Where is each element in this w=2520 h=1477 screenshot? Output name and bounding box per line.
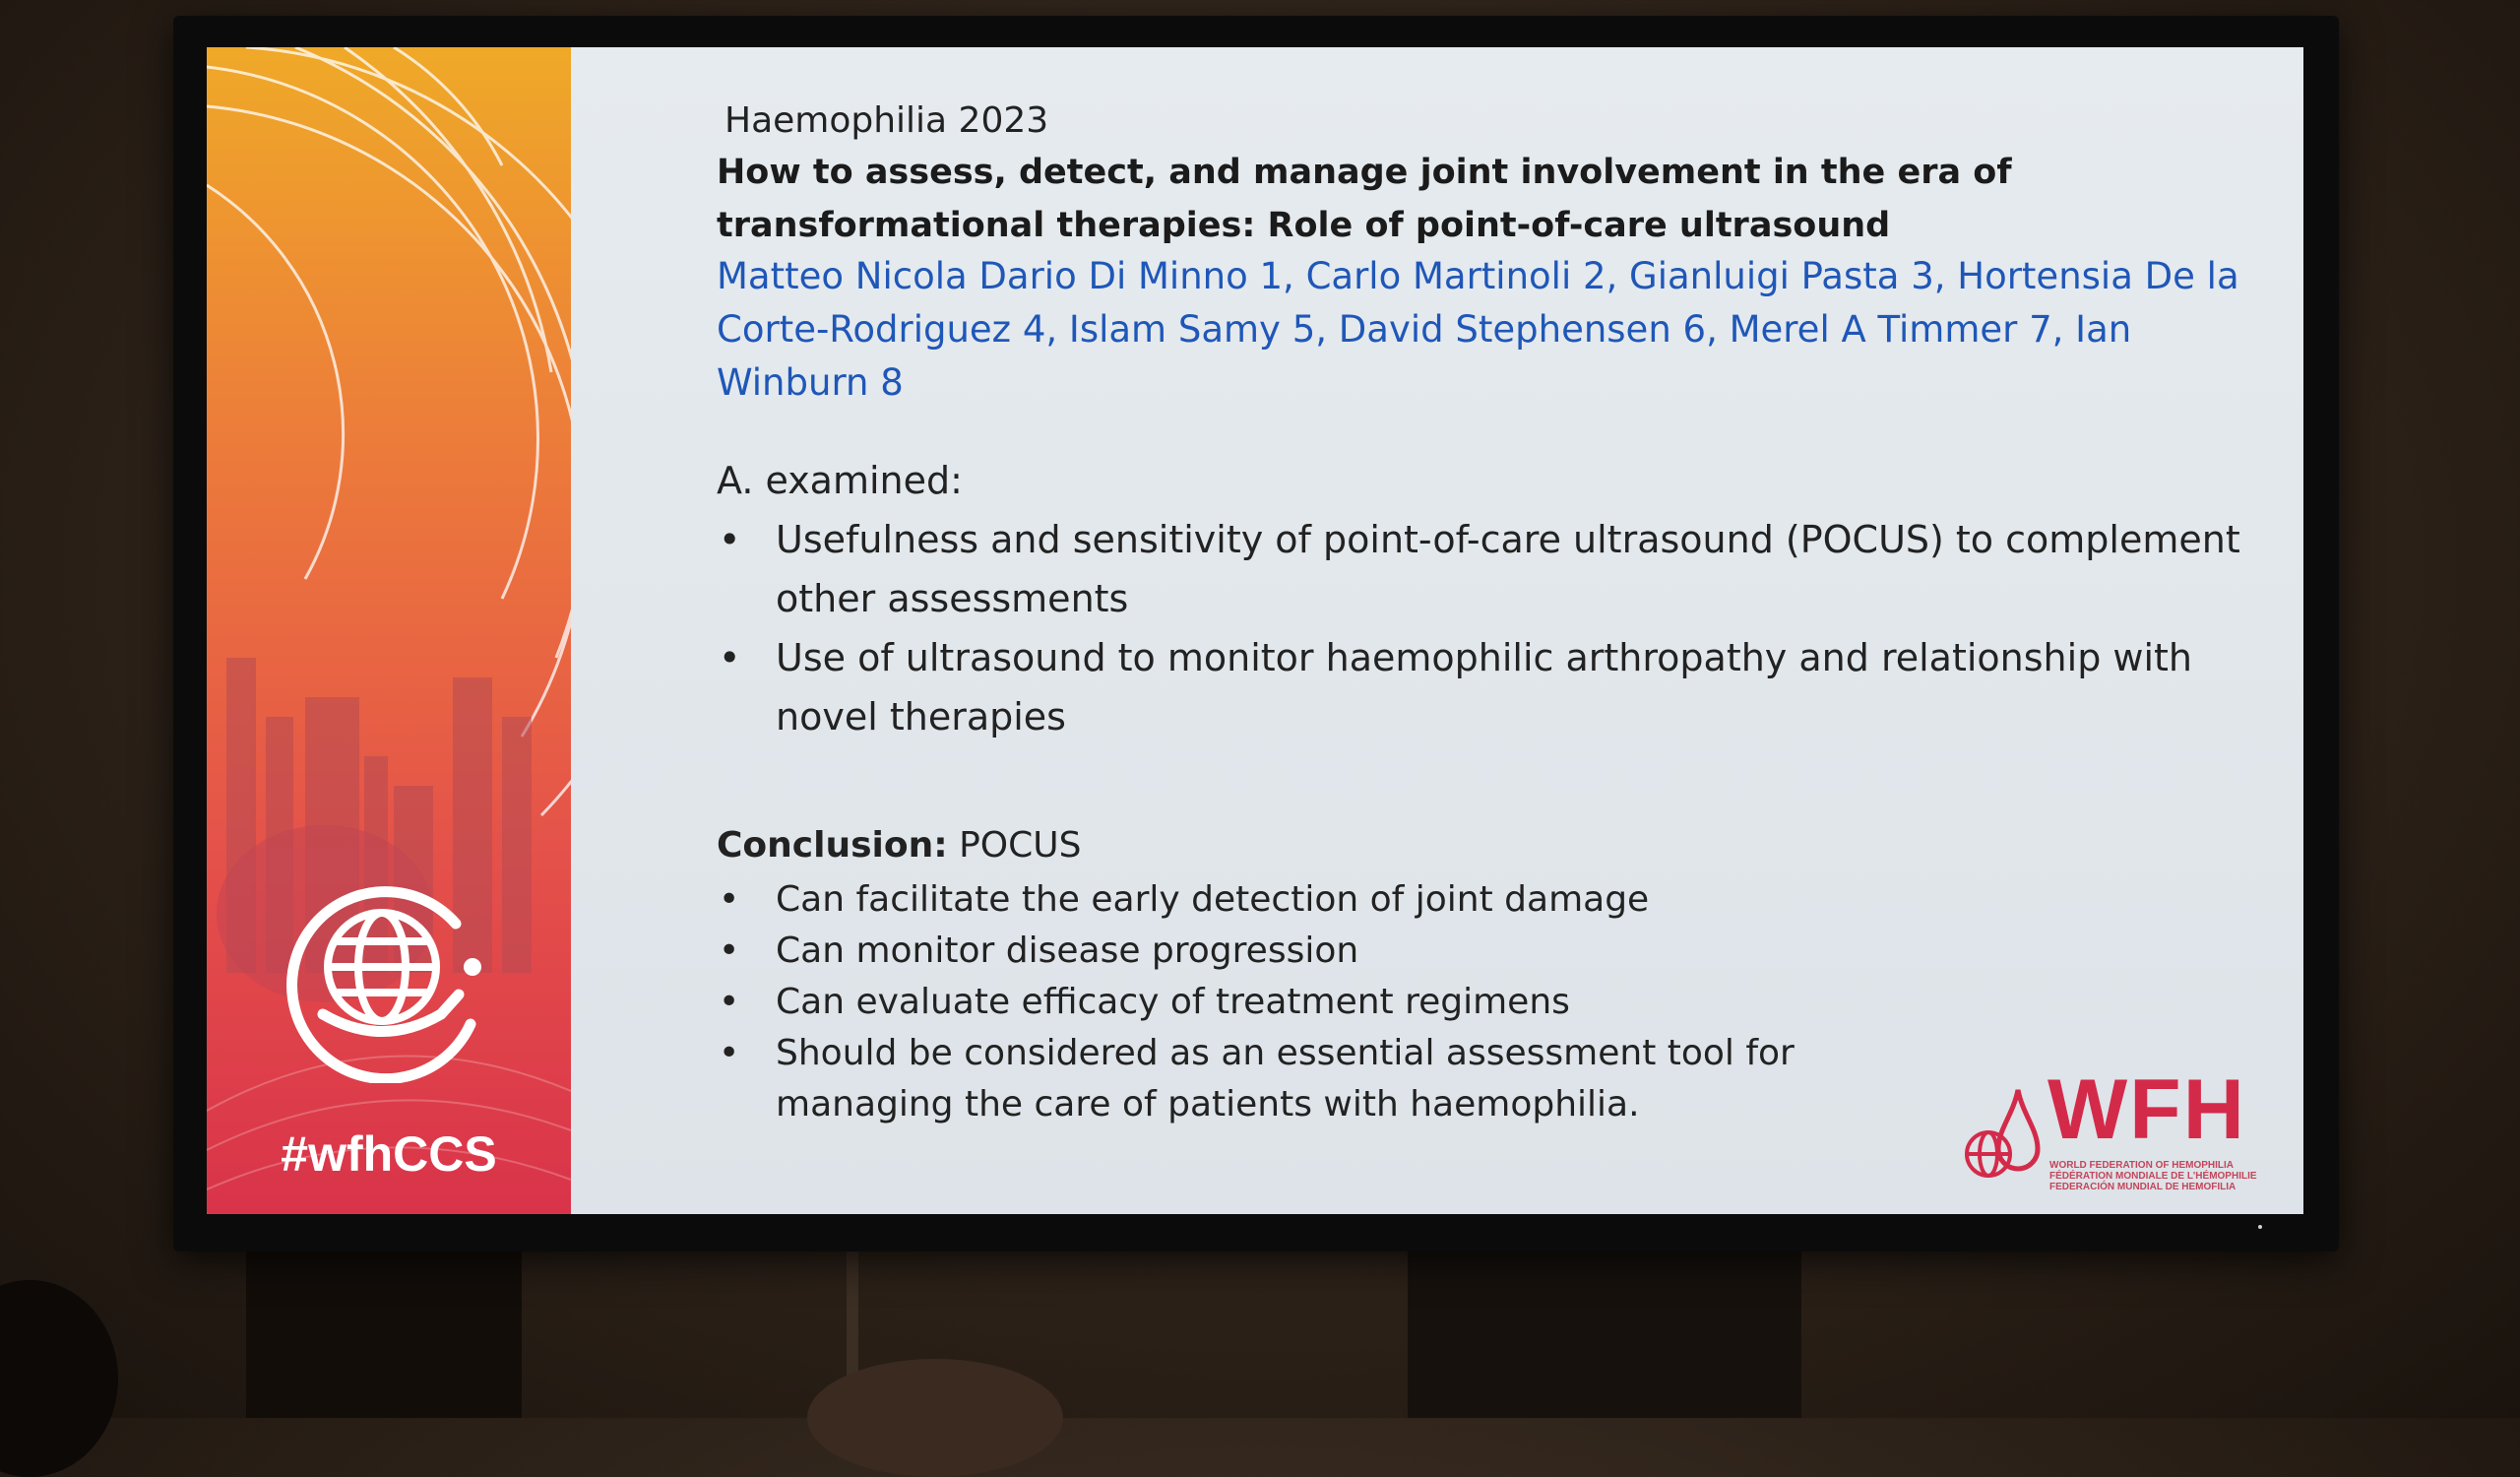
audience-head-center [807, 1359, 1063, 1477]
audience-head-left [0, 1280, 118, 1477]
conclusion-subject: POCUS [959, 825, 1082, 866]
list-item: • Usefulness and sensitivity of point-of-care ultrasound (POCUS) to complement other assessments [717, 510, 2252, 628]
wfh-globe-drop-icon [1959, 1085, 2048, 1184]
list-item: • Can monitor disease progression [717, 926, 2252, 977]
slide-sidebar [207, 47, 571, 1214]
journal-citation: Haemophilia 2023 [724, 100, 1049, 141]
list-item: • Use of ultrasound to monitor haemophilic arthropathy and relationship with novel therapies [717, 628, 2252, 746]
hashtag: #wfhCCS [281, 1126, 497, 1182]
list-item: • Can evaluate efficacy of treatment regimens [717, 977, 2252, 1028]
wfh-name-lines [2049, 1160, 2257, 1192]
examined-list [717, 510, 2252, 746]
globe-hand-icon [284, 876, 490, 1083]
conclusion-heading [717, 825, 1081, 866]
list-item: • Can facilitate the early detection of joint damage [717, 874, 2252, 926]
wfh-line-3: FEDERACIÓN MUNDIAL DE HEMOFILIA [2049, 1182, 2236, 1192]
tv-monitor [173, 16, 2339, 1252]
wfh-logo [1959, 1061, 2284, 1199]
author-list: Matteo Nicola Dario Di Minno 1, Carlo Martinoli 2, Gianluigi Pasta 3, Hortensia De la Corte-Rodriguez 4, Islam Samy 5, David Stephensen 6, Merel A Timmer 7, Ian Winburn 8 [717, 255, 2239, 404]
examined-heading: A. examined: [717, 459, 963, 502]
power-led [2258, 1225, 2262, 1229]
list-item: • Should be considered as an essential assessment tool for managing the care of patients with haemophilia. [717, 1028, 1809, 1130]
slide [207, 47, 2303, 1214]
wfh-line-2: FÉDÉRATION MONDIALE DE L'HÉMOPHILIE [2049, 1171, 2257, 1182]
wfh-abbr: WFH [2048, 1062, 2246, 1157]
conclusion-label: Conclusion: [717, 825, 948, 866]
wfh-line-1: WORLD FEDERATION OF HEMOPHILIA [2049, 1160, 2235, 1171]
article-title: How to assess, detect, and manage joint involvement in the era of transformational therapies: Role of point-of-care ultrasound [717, 153, 2012, 245]
